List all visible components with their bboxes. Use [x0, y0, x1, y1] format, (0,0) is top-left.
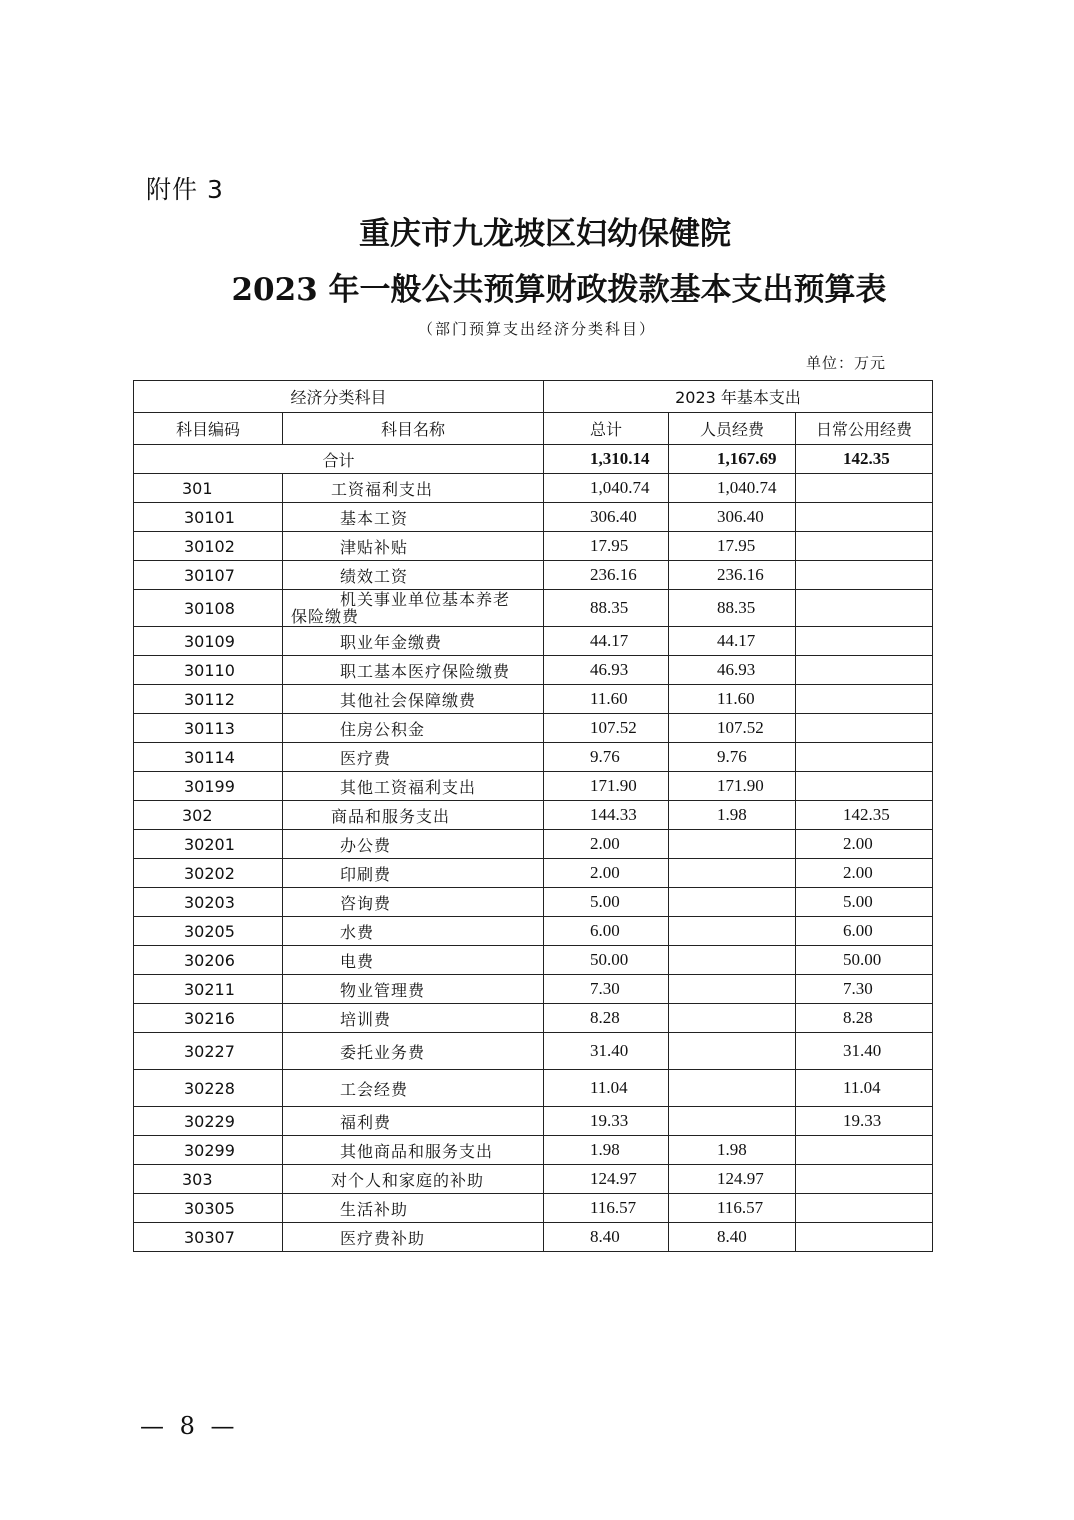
- total-label: 合计: [134, 445, 544, 474]
- cell-public: 8.28: [796, 1004, 933, 1033]
- table-row: [134, 1004, 933, 1033]
- cell-public: [796, 1136, 933, 1165]
- cell-code: 30110: [134, 656, 283, 685]
- cell-public: [796, 474, 933, 503]
- cell-public: [796, 656, 933, 685]
- cell-personnel: [669, 830, 796, 859]
- cell-name: 职工基本医疗保险缴费: [283, 656, 544, 685]
- cell-public: [796, 503, 933, 532]
- cell-code: 30227: [134, 1033, 283, 1070]
- cell-total: 19.33: [544, 1107, 669, 1136]
- cell-name: 生活补助: [283, 1194, 544, 1223]
- cell-personnel: [669, 1070, 796, 1107]
- column-header-name: 科目名称: [283, 413, 544, 445]
- cell-public: 19.33: [796, 1107, 933, 1136]
- cell-total: 116.57: [544, 1194, 669, 1223]
- table-row: [134, 1194, 933, 1223]
- cell-public: 7.30: [796, 975, 933, 1004]
- table-row: [134, 503, 933, 532]
- table-row: [134, 532, 933, 561]
- cell-public: 2.00: [796, 830, 933, 859]
- cell-code: 30112: [134, 685, 283, 714]
- cell-personnel: 46.93: [669, 656, 796, 685]
- document-title-line2: 2023 年一般公共预算财政拨款基本支出预算表: [231, 272, 887, 308]
- column-header-personnel: 人员经费: [669, 413, 796, 445]
- cell-total: 50.00: [544, 946, 669, 975]
- cell-name: 其他工资福利支出: [283, 772, 544, 801]
- table-row: [134, 917, 933, 946]
- cell-public: [796, 1194, 933, 1223]
- cell-personnel: 1,040.74: [669, 474, 796, 503]
- cell-name: 绩效工资: [283, 561, 544, 590]
- table-row: [134, 1165, 933, 1194]
- cell-name: 办公费: [283, 830, 544, 859]
- page-number: — 8 —: [140, 1412, 239, 1440]
- cell-total: 1,040.74: [544, 474, 669, 503]
- cell-code: 30203: [134, 888, 283, 917]
- table-row: [134, 801, 933, 830]
- cell-public: [796, 561, 933, 590]
- cell-public: [796, 714, 933, 743]
- cell-personnel: 107.52: [669, 714, 796, 743]
- cell-public: 31.40: [796, 1033, 933, 1070]
- cell-code: 30205: [134, 917, 283, 946]
- cell-code: 30199: [134, 772, 283, 801]
- cell-code: 301: [134, 474, 283, 503]
- cell-personnel: [669, 975, 796, 1004]
- column-header-total: 总计: [544, 413, 669, 445]
- cell-code: 30113: [134, 714, 283, 743]
- cell-code: 30101: [134, 503, 283, 532]
- cell-total: 306.40: [544, 503, 669, 532]
- table-row: [134, 888, 933, 917]
- cell-name: 咨询费: [283, 888, 544, 917]
- unit-label: 单位：万元: [806, 354, 887, 372]
- cell-name: 福利费: [283, 1107, 544, 1136]
- table-row: [134, 1107, 933, 1136]
- cell-name: 其他商品和服务支出: [283, 1136, 544, 1165]
- total-public: 142.35: [796, 445, 933, 474]
- cell-total: 236.16: [544, 561, 669, 590]
- cell-name: 印刷费: [283, 859, 544, 888]
- group-header-basic-expenditure: 2023 年基本支出: [544, 381, 933, 413]
- cell-public: [796, 532, 933, 561]
- cell-total: 17.95: [544, 532, 669, 561]
- cell-public: [796, 1165, 933, 1194]
- cell-code: 30216: [134, 1004, 283, 1033]
- cell-name: 医疗费: [283, 743, 544, 772]
- table-row: [134, 946, 933, 975]
- cell-code: 30102: [134, 532, 283, 561]
- cell-code: 30107: [134, 561, 283, 590]
- cell-public: [796, 590, 933, 627]
- cell-total: 124.97: [544, 1165, 669, 1194]
- cell-total: 6.00: [544, 917, 669, 946]
- cell-code: 30202: [134, 859, 283, 888]
- cell-personnel: 306.40: [669, 503, 796, 532]
- table-row: [134, 859, 933, 888]
- cell-public: 50.00: [796, 946, 933, 975]
- cell-total: 46.93: [544, 656, 669, 685]
- budget-table: [133, 380, 933, 1252]
- column-header-code: 科目编码: [134, 413, 283, 445]
- cell-personnel: 17.95: [669, 532, 796, 561]
- cell-personnel: 116.57: [669, 1194, 796, 1223]
- cell-name: 职业年金缴费: [283, 627, 544, 656]
- cell-personnel: [669, 1033, 796, 1070]
- cell-name: 其他社会保障缴费: [283, 685, 544, 714]
- cell-total: 88.35: [544, 590, 669, 627]
- table-row: [134, 590, 933, 627]
- cell-total: 1.98: [544, 1136, 669, 1165]
- cell-code: 30206: [134, 946, 283, 975]
- cell-personnel: 1.98: [669, 801, 796, 830]
- cell-code: 303: [134, 1165, 283, 1194]
- cell-total: 31.40: [544, 1033, 669, 1070]
- cell-public: 142.35: [796, 801, 933, 830]
- cell-code: 30114: [134, 743, 283, 772]
- cell-public: 5.00: [796, 888, 933, 917]
- cell-public: 2.00: [796, 859, 933, 888]
- total-row: [134, 445, 933, 474]
- cell-code: 30299: [134, 1136, 283, 1165]
- cell-personnel: [669, 946, 796, 975]
- cell-total: 11.04: [544, 1070, 669, 1107]
- cell-code: 30201: [134, 830, 283, 859]
- cell-code: 30109: [134, 627, 283, 656]
- table-row: [134, 772, 933, 801]
- cell-name: 商品和服务支出: [283, 801, 544, 830]
- cell-name: [283, 590, 544, 627]
- cell-personnel: [669, 859, 796, 888]
- cell-code: 30211: [134, 975, 283, 1004]
- document-subtitle: （部门预算支出经济分类科目）: [417, 320, 656, 338]
- cell-personnel: 44.17: [669, 627, 796, 656]
- cell-total: 144.33: [544, 801, 669, 830]
- table-row: [134, 714, 933, 743]
- table-group-header-row: [134, 381, 933, 413]
- cell-name: 物业管理费: [283, 975, 544, 1004]
- cell-total: 2.00: [544, 830, 669, 859]
- table-row: [134, 743, 933, 772]
- cell-total: 107.52: [544, 714, 669, 743]
- cell-name: 委托业务费: [283, 1033, 544, 1070]
- cell-total: 44.17: [544, 627, 669, 656]
- attachment-label: 附件 3: [146, 175, 224, 204]
- cell-personnel: 9.76: [669, 743, 796, 772]
- cell-name: 水费: [283, 917, 544, 946]
- cell-name-line2: 保险缴费: [291, 607, 360, 626]
- cell-total: 8.40: [544, 1223, 669, 1252]
- group-header-economic-category: 经济分类科目: [134, 381, 544, 413]
- cell-name-line1: 机关事业单位基本养老: [340, 590, 511, 609]
- cell-personnel: 171.90: [669, 772, 796, 801]
- cell-name: 对个人和家庭的补助: [283, 1165, 544, 1194]
- cell-public: [796, 685, 933, 714]
- cell-code: 30108: [134, 590, 283, 627]
- cell-public: [796, 627, 933, 656]
- cell-total: 7.30: [544, 975, 669, 1004]
- cell-total: 171.90: [544, 772, 669, 801]
- column-header-public: 日常公用经费: [796, 413, 933, 445]
- table-row: [134, 627, 933, 656]
- cell-name: 电费: [283, 946, 544, 975]
- cell-code: 30305: [134, 1194, 283, 1223]
- cell-personnel: [669, 888, 796, 917]
- cell-total: 11.60: [544, 685, 669, 714]
- total-personnel: 1,167.69: [669, 445, 796, 474]
- cell-personnel: [669, 1004, 796, 1033]
- table-row: [134, 975, 933, 1004]
- cell-name: 住房公积金: [283, 714, 544, 743]
- cell-public: [796, 772, 933, 801]
- cell-total: 2.00: [544, 859, 669, 888]
- table-row: [134, 1070, 933, 1107]
- cell-name: 工资福利支出: [283, 474, 544, 503]
- cell-name: 基本工资: [283, 503, 544, 532]
- table-row: [134, 1136, 933, 1165]
- cell-personnel: 124.97: [669, 1165, 796, 1194]
- table-row: [134, 561, 933, 590]
- table-row: [134, 685, 933, 714]
- cell-code: 302: [134, 801, 283, 830]
- table-column-header-row: [134, 413, 933, 445]
- cell-code: 30228: [134, 1070, 283, 1107]
- cell-public: [796, 1223, 933, 1252]
- cell-personnel: 88.35: [669, 590, 796, 627]
- cell-personnel: [669, 917, 796, 946]
- cell-total: 9.76: [544, 743, 669, 772]
- cell-code: 30229: [134, 1107, 283, 1136]
- cell-name: 培训费: [283, 1004, 544, 1033]
- cell-public: [796, 743, 933, 772]
- cell-total: 5.00: [544, 888, 669, 917]
- table-row: [134, 656, 933, 685]
- cell-code: 30307: [134, 1223, 283, 1252]
- document-title-line1: 重庆市九龙坡区妇幼保健院: [359, 216, 731, 252]
- cell-personnel: 11.60: [669, 685, 796, 714]
- cell-public: 11.04: [796, 1070, 933, 1107]
- cell-personnel: 236.16: [669, 561, 796, 590]
- cell-name: 工会经费: [283, 1070, 544, 1107]
- table-row: [134, 474, 933, 503]
- cell-total: 8.28: [544, 1004, 669, 1033]
- total-total: 1,310.14: [544, 445, 669, 474]
- table-row: [134, 830, 933, 859]
- cell-personnel: [669, 1107, 796, 1136]
- table-row: [134, 1033, 933, 1070]
- cell-name: 医疗费补助: [283, 1223, 544, 1252]
- table-row: [134, 1223, 933, 1252]
- cell-personnel: 1.98: [669, 1136, 796, 1165]
- cell-personnel: 8.40: [669, 1223, 796, 1252]
- cell-name: 津贴补贴: [283, 532, 544, 561]
- cell-public: 6.00: [796, 917, 933, 946]
